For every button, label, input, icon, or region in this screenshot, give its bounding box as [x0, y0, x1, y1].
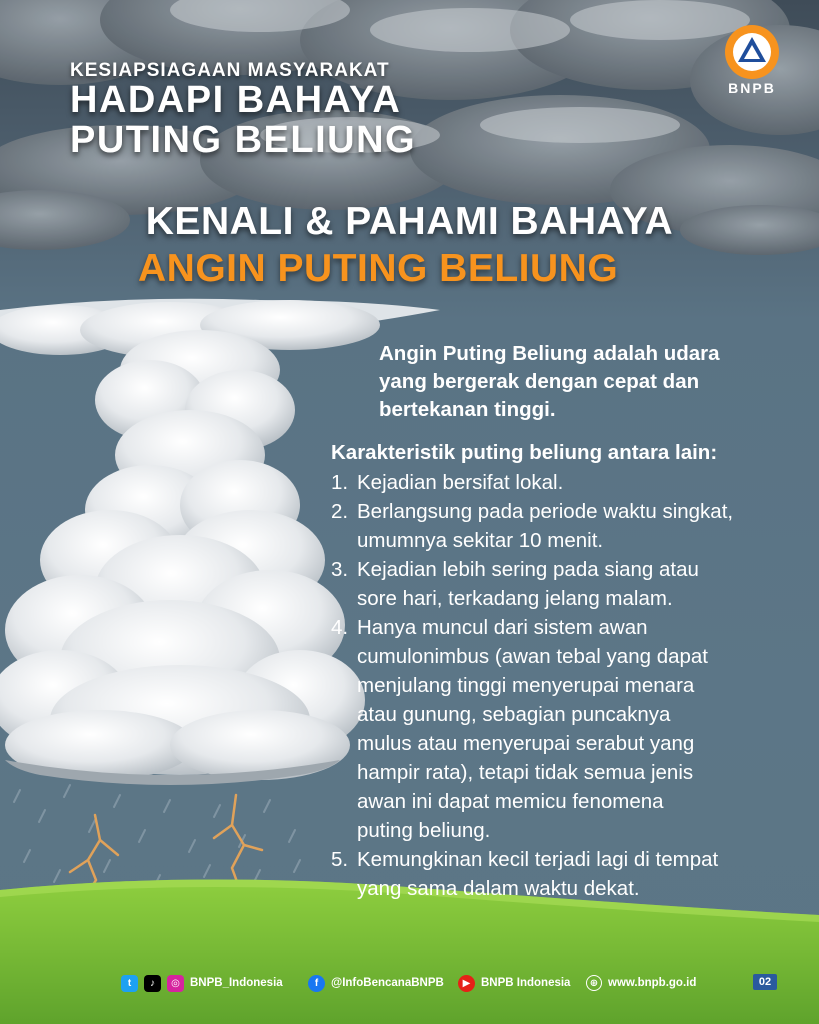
youtube-link[interactable]	[458, 974, 570, 992]
twitter-icon[interactable]: t	[121, 975, 138, 992]
intro-paragraph	[379, 340, 799, 424]
facebook-link[interactable]	[308, 974, 444, 992]
instagram-icon[interactable]: ◎	[167, 975, 184, 992]
tiktok-icon[interactable]: ♪	[144, 975, 161, 992]
list-item	[331, 845, 811, 903]
globe-icon: ⊕	[586, 975, 602, 991]
item-text: cumulonimbus (awan tebal yang dapat	[357, 645, 708, 668]
intro-line: Angin Puting Beliung adalah udara	[379, 342, 720, 365]
bnpb-logo-text: BNPB	[728, 80, 776, 96]
intro-line: yang bergerak dengan cepat dan	[379, 370, 700, 393]
item-number: 2.	[331, 500, 349, 523]
header-line-2: PUTING BELIUNG	[70, 119, 417, 161]
item-number: 4.	[331, 616, 349, 639]
item-text: yang sama dalam waktu dekat.	[357, 877, 640, 900]
item-text: atau gunung, sebagian puncaknya	[357, 703, 671, 726]
header-line-1: HADAPI BAHAYA	[70, 79, 402, 121]
social-handle[interactable]: BNPB_Indonesia	[190, 977, 283, 989]
item-text: hampir rata), tetapi tidak semua jenis	[357, 761, 694, 784]
main-title: KENALI & PAHAMI BAHAYA	[145, 200, 674, 243]
characteristics-heading: Karakteristik puting beliung antara lain:	[331, 441, 718, 464]
item-text: Hanya muncul dari sistem awan	[357, 616, 648, 639]
youtube-handle: BNPB Indonesia	[481, 977, 571, 989]
item-text: Kejadian lebih sering pada siang atau	[357, 558, 699, 581]
item-text: sore hari, terkadang jelang malam.	[357, 587, 673, 610]
facebook-icon: f	[308, 975, 325, 992]
item-text: awan ini dapat memicu fenomena	[357, 790, 664, 813]
footer-bar	[0, 968, 819, 998]
item-number: 3.	[331, 558, 349, 581]
intro-line: bertekanan tinggi.	[379, 398, 556, 421]
item-text: mulus atau menyerupai serabut yang	[357, 732, 695, 755]
characteristics-list	[331, 468, 811, 903]
main-subtitle: ANGIN PUTING BELIUNG	[138, 247, 619, 290]
list-item	[331, 613, 811, 845]
header-kicker: KESIAPSIAGAAN MASYARAKAT	[70, 60, 390, 81]
item-number: 1.	[331, 471, 349, 494]
item-text: Berlangsung pada periode waktu singkat,	[357, 500, 734, 523]
page-number-badge: 02	[753, 974, 777, 990]
item-text: menjulang tinggi menyerupai menara	[357, 674, 695, 697]
website-link[interactable]	[586, 974, 696, 992]
item-text: puting beliung.	[357, 819, 491, 842]
item-text: Kejadian bersifat lokal.	[357, 471, 564, 494]
youtube-icon: ▶	[458, 975, 475, 992]
list-item	[331, 468, 811, 497]
list-item	[331, 555, 811, 613]
website-url: www.bnpb.go.id	[608, 977, 697, 989]
facebook-handle: @InfoBencanaBNPB	[331, 977, 444, 989]
item-text: Kemungkinan kecil terjadi lagi di tempat	[357, 848, 719, 871]
social-icons-group	[121, 974, 283, 992]
list-item	[331, 497, 811, 555]
item-number: 5.	[331, 848, 349, 871]
item-text: umumnya sekitar 10 menit.	[357, 529, 604, 552]
